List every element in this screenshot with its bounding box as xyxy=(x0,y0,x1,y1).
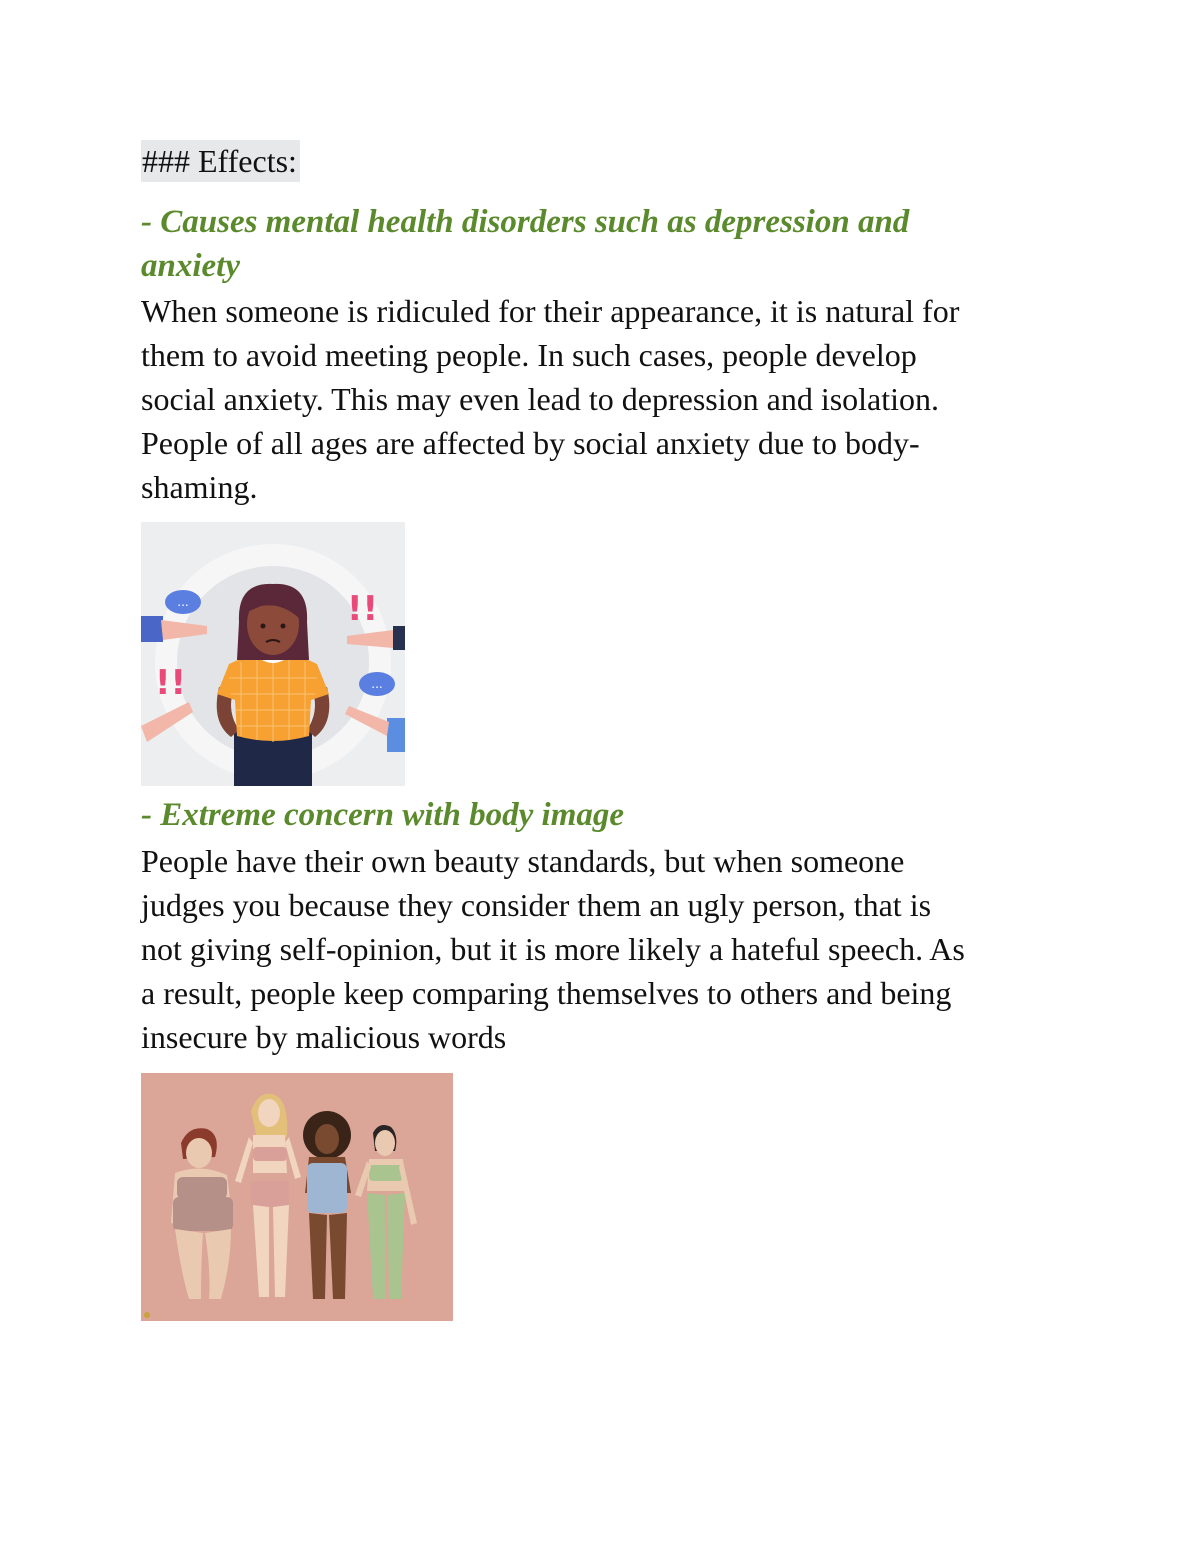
effect-1-title xyxy=(141,200,909,288)
effect-1-body-line: When someone is ridiculed for their appearance, it is natural for xyxy=(141,293,960,329)
body-diversity-illustration xyxy=(141,1073,453,1321)
effect-2-body-line: insecure by malicious words xyxy=(141,1019,507,1055)
svg-text:...: ... xyxy=(177,595,189,609)
body-shaming-illustration xyxy=(141,522,405,786)
svg-text:!!: !! xyxy=(155,663,187,703)
effect-2-body-line: not giving self-opinion, but it is more likely a hateful speech. As xyxy=(141,931,965,967)
effect-1-body-line: People of all ages are affected by social anxiety due to body- xyxy=(141,425,920,461)
effect-2-body-line: judges you because they consider them an ugly person, that is xyxy=(141,887,932,923)
effect-1-body xyxy=(141,289,1061,509)
effect-2-title-line: - Extreme concern with body image xyxy=(141,797,625,833)
effect-2-body xyxy=(141,839,1061,1059)
svg-text:!!: !! xyxy=(347,589,379,629)
svg-text:...: ... xyxy=(371,677,383,691)
effect-1-body-line: them to avoid meeting people. In such cases, people develop xyxy=(141,337,917,373)
effect-1-body-line: shaming. xyxy=(141,469,258,505)
effect-2-body-line: a result, people keep comparing themselves to others and being xyxy=(141,975,952,1011)
effect-1-title-line: - Causes mental health disorders such as depression and xyxy=(141,204,910,240)
effect-2-body-line: People have their own beauty standards, but when someone xyxy=(141,843,905,879)
section-heading: ### Effects: xyxy=(141,140,300,182)
effect-1-title-line: anxiety xyxy=(141,248,240,284)
effect-2-title xyxy=(141,793,624,837)
effect-1-body-line: social anxiety. This may even lead to depression and isolation. xyxy=(141,381,940,417)
